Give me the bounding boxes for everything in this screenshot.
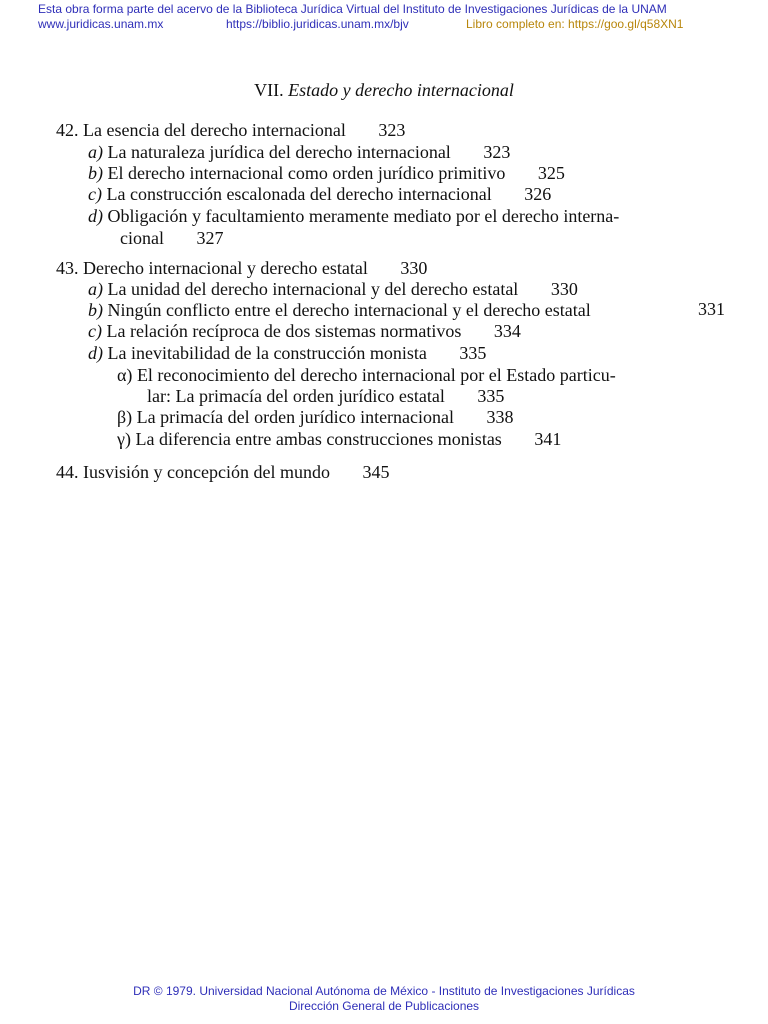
page-number: 341: [534, 429, 562, 449]
page-number: 327: [196, 228, 224, 248]
page-number: 330: [550, 279, 578, 299]
section-title: La esencia del derecho internacional: [83, 120, 346, 140]
page-footer: [0, 984, 768, 1014]
header-links: [38, 17, 684, 32]
subitem-title-continued: lar: La primacía del orden jurídico estatal: [147, 386, 445, 406]
item-title: Obligación y facultamiento meramente mediato por el derecho interna-: [107, 206, 620, 226]
page-number: 330: [400, 258, 428, 278]
item-marker: c): [88, 321, 102, 341]
toc-item: [88, 206, 619, 226]
toc-item: [88, 142, 510, 162]
section-number: 44.: [56, 462, 79, 482]
item-marker: d): [88, 206, 103, 226]
subitem-title: La diferencia entre ambas construcciones monistas: [135, 429, 502, 449]
toc-subitem-continuation: [147, 386, 504, 406]
page-number: 334: [493, 321, 521, 341]
toc-section-43: [56, 258, 427, 278]
page-number: 338: [486, 407, 514, 427]
book-link[interactable]: Libro completo en: https://goo.gl/q58XN1: [466, 17, 684, 31]
toc-item-continuation: [120, 228, 223, 248]
toc-section-44: [56, 462, 389, 482]
section-number: 43.: [56, 258, 79, 278]
toc-item: [88, 321, 521, 341]
subitem-marker: α): [117, 365, 133, 385]
toc-subitem: [117, 365, 616, 385]
toc-subitem: [117, 407, 514, 427]
toc-item: [88, 279, 578, 299]
item-marker: d): [88, 343, 103, 363]
toc-item: [88, 343, 486, 363]
chapter-title: [0, 80, 768, 101]
toc-item: [88, 300, 591, 320]
page-header: [38, 2, 684, 32]
item-title: Ningún conflicto entre el derecho internacional y el derecho estatal: [107, 300, 591, 320]
subitem-marker: β): [117, 407, 133, 427]
item-title: La relación recíproca de dos sistemas normativos: [106, 321, 462, 341]
chapter-number: VII.: [254, 80, 284, 100]
item-marker: a): [88, 142, 103, 162]
item-marker: b): [88, 163, 103, 183]
footer-publisher: Dirección General de Publicaciones: [288, 999, 480, 1013]
page-number: 323: [378, 120, 406, 140]
section-number: 42.: [56, 120, 79, 140]
toc-section-42: [56, 120, 405, 140]
footer-copyright: DR © 1979. Universidad Nacional Autónoma de México - Instituto de Investigaciones Jurídicas: [133, 984, 635, 998]
item-marker: a): [88, 279, 103, 299]
toc-subitem: [117, 429, 561, 449]
page-number: 345: [362, 462, 390, 482]
item-title: La inevitabilidad de la construcción monista: [107, 343, 427, 363]
toc-item: [88, 184, 551, 204]
subitem-title: El reconocimiento del derecho internacional por el Estado particu-: [136, 365, 616, 385]
header-notice: Esta obra forma parte del acervo de la Biblioteca Jurídica Virtual del Instituto de Investigaciones Jurídicas de la UNAM: [38, 2, 667, 16]
chapter-name: Estado y derecho internacional: [288, 80, 514, 100]
section-title: Derecho internacional y derecho estatal: [83, 258, 368, 278]
item-marker: c): [88, 184, 102, 204]
section-title: Iusvisión y concepción del mundo: [83, 462, 330, 482]
page-number: 331: [698, 299, 725, 319]
page-number: 335: [459, 343, 487, 363]
site-link[interactable]: www.juridicas.unam.mx: [38, 17, 164, 31]
subitem-title: La primacía del orden jurídico internacional: [136, 407, 455, 427]
item-title: El derecho internacional como orden jurídico primitivo: [107, 163, 506, 183]
item-title: La construcción escalonada del derecho internacional: [106, 184, 492, 204]
toc-item: [88, 163, 565, 183]
item-title: La naturaleza jurídica del derecho internacional: [107, 142, 451, 162]
bjv-link[interactable]: https://biblio.juridicas.unam.mx/bjv: [226, 17, 409, 31]
item-marker: b): [88, 300, 103, 320]
item-title: La unidad del derecho internacional y del derecho estatal: [107, 279, 519, 299]
page-number: 335: [477, 386, 505, 406]
page-number: 325: [537, 163, 565, 183]
item-title-continued: cional: [120, 228, 164, 248]
page-number: 323: [483, 142, 511, 162]
subitem-marker: γ): [117, 429, 131, 449]
page-number: 326: [524, 184, 552, 204]
